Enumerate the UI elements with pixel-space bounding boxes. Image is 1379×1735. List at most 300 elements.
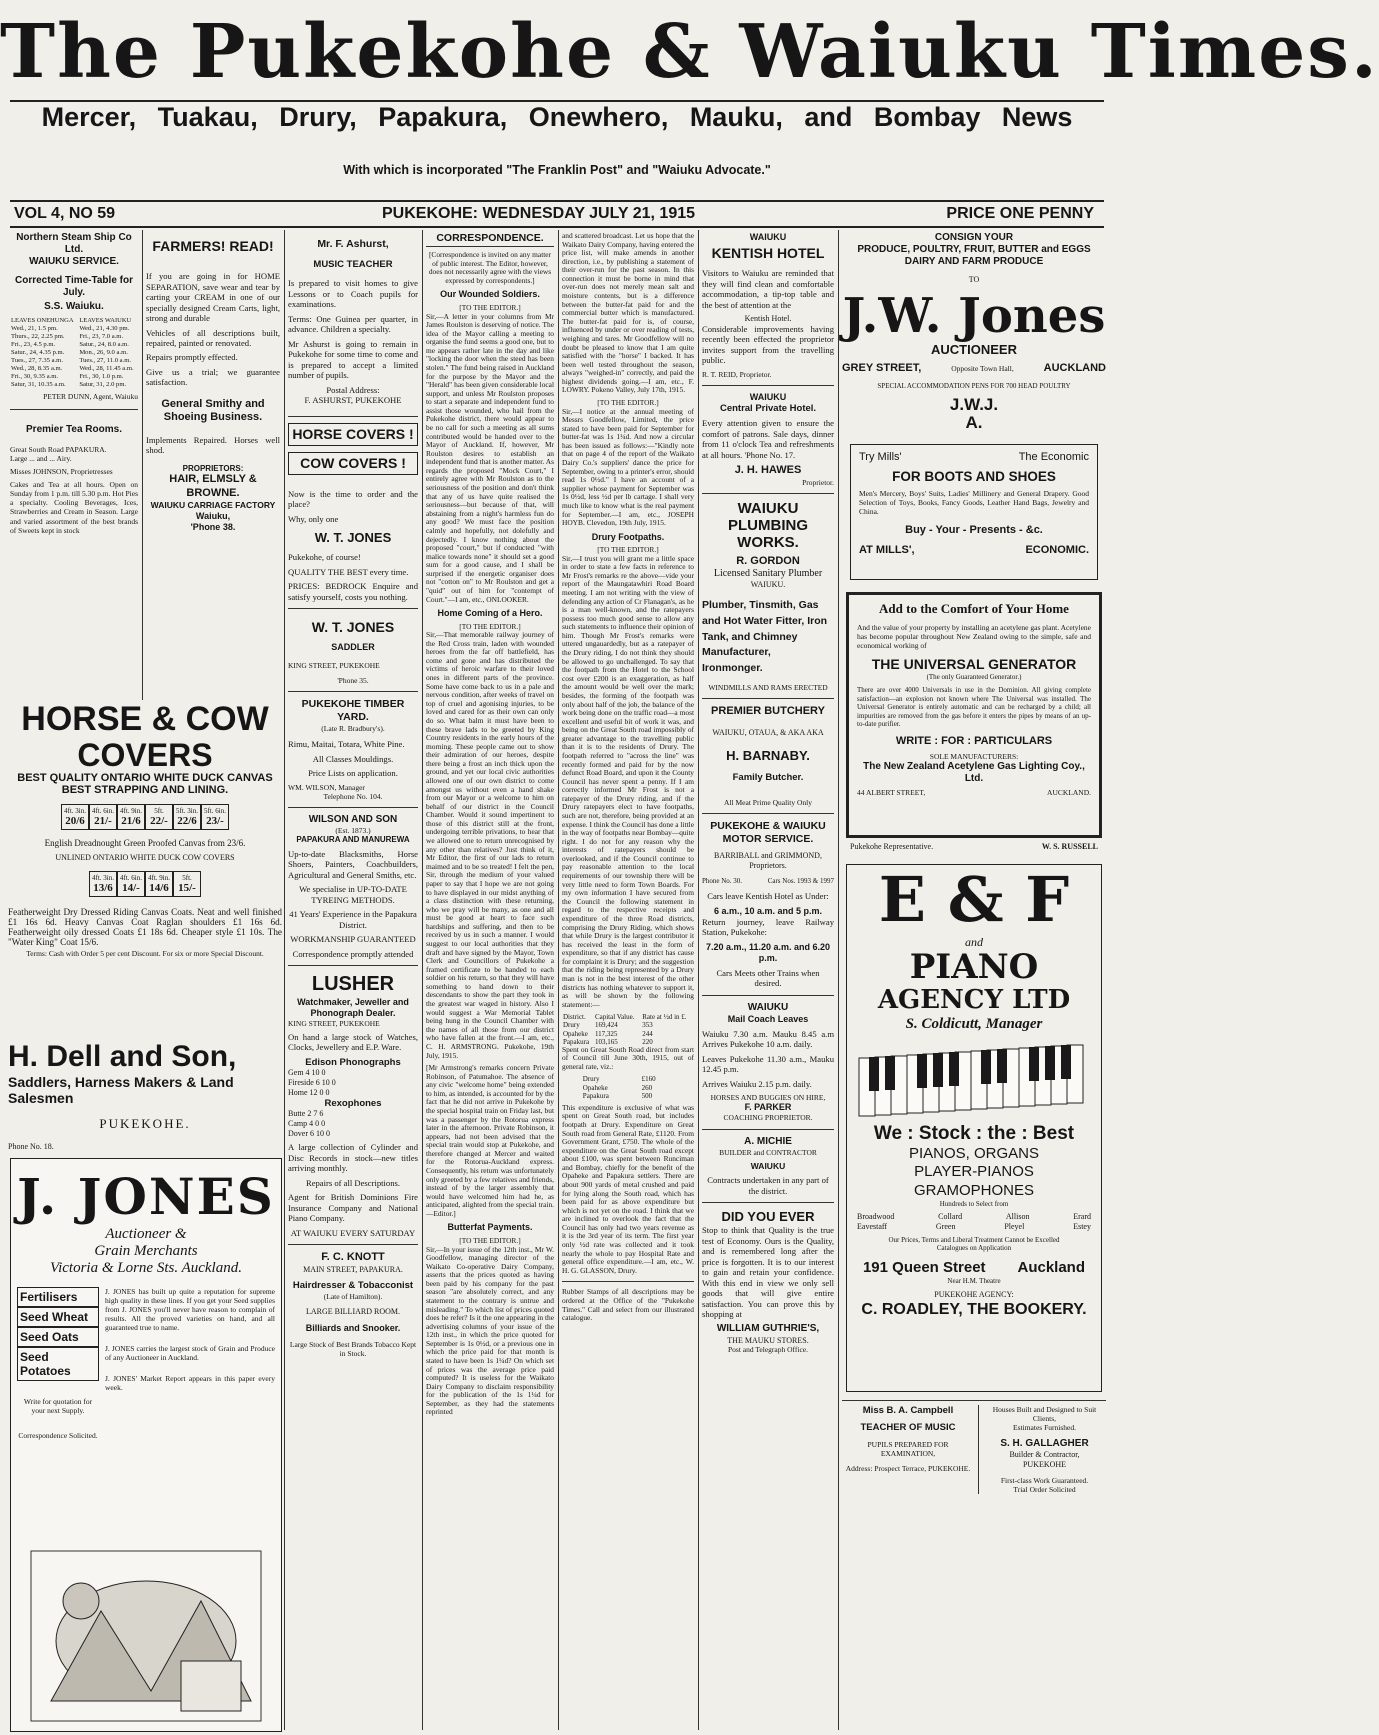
universal-sub: (The only Guaranteed Generator.)	[926, 673, 1022, 682]
horse-cow-heading: HORSE & COW	[21, 700, 269, 738]
proprietors: HAIR, ELMSLY & BROWNE.	[169, 473, 257, 499]
table-row	[582, 1084, 674, 1092]
write-for-quote: Write for quotation for your next Supply.	[23, 1397, 93, 1415]
dell-name: H. Dell and Son,	[8, 1040, 237, 1073]
smithy-text: Implements Repaired. Horses well shod.	[146, 434, 280, 456]
black-key	[885, 1056, 895, 1090]
timetable-heading: Corrected Time-Table for July.	[15, 274, 133, 298]
windmills: WINDMILLS AND RAMS ERECTED	[708, 682, 828, 692]
queen-street: 191 Queen Street	[862, 1258, 986, 1276]
timetable-cell: Wed., 28, 11.45 a.m.	[79, 365, 134, 373]
col5	[562, 232, 694, 1732]
makers-row	[857, 1212, 1091, 1222]
table-header: Capital Value.	[594, 1013, 635, 1022]
horse-cow-ad	[8, 700, 282, 1010]
horse-covers-heading: HORSE COVERS !	[288, 423, 418, 446]
black-key	[1029, 1047, 1039, 1081]
column-rule	[558, 230, 559, 1730]
gallagher-name: S. H. GALLAGHER	[1000, 1438, 1089, 1450]
coaching-proprietor: COACHING PROPRIETOR.	[723, 1113, 813, 1123]
size-price: 22/-	[150, 815, 168, 827]
jjones-text2: J. JONES carries the largest stock of Grain and Produce of any Auctioneer in Auckland.	[105, 1344, 275, 1362]
jjones-name: J. JONES	[17, 1167, 275, 1226]
smithy-heading: General Smithy and Shoeing Business.	[161, 397, 265, 424]
piano-ad	[846, 864, 1102, 1392]
table-cell: 500	[641, 1091, 653, 1100]
butchery-places: WAIUKU, OTAUA, & AKA AKA	[712, 728, 824, 738]
coldicutt-manager: S. Coldicutt, Manager	[905, 1016, 1043, 1033]
canvas-line: BEST QUALITY ONTARIO WHITE DUCK CANVAS	[17, 772, 273, 784]
albert-street: 44 ALBERT STREET,	[857, 787, 926, 797]
timetable-row	[10, 341, 138, 349]
steam-service: WAIUKU SERVICE.	[29, 256, 119, 268]
jwj-monogram-2: A.	[965, 413, 983, 433]
price: PRICE ONE PENNY	[946, 205, 1094, 222]
boots-shoes: FOR BOOTS AND SHOES	[892, 468, 1056, 484]
mills-ad	[850, 444, 1098, 580]
timetable-row	[10, 381, 138, 389]
editor-note: [Mr Armstrong's remarks concern Private Robinson, of Patumahoe. The absence of any civic "welcome home" being extended to him, as intended, is accounted for by the fact that he did not arrive in Pukekohe by the special hospital train on Friday last, but was a passenger by the Rotorua express later in the afternoon. Private Robinson, it appears, had not been advised that the special train would stop at Pukekohe, and therefore changed at Mercer and waited for the Rotorua-Auckland express. Consequently, his return was unfortunately only greeted by a few relatives and friends, instead of by the larger assembly that would have welcomed him had he, as anticipated, alighted from the special train.—Editor.]	[426, 1063, 554, 1218]
rexophones-heading: Rexophones	[324, 1097, 382, 1109]
size-price-grid-2	[8, 871, 282, 897]
farmers-text-3: Repairs promptly effected.	[146, 352, 238, 363]
at-mills: AT MILLS',	[859, 543, 915, 556]
tea-air: Large ... and ... Airy.	[10, 453, 72, 463]
to-editor: [TO THE EDITOR.]	[459, 621, 521, 631]
knott-late: (Late of Hamilton).	[323, 1292, 383, 1302]
universal-text1: And the value of your property by installing an acetylene gas plant. Acetylene has become popular throughout New Zealand owing to the simple, safe and economical working of	[857, 622, 1091, 651]
mail-town: WAIUKU	[747, 1001, 789, 1013]
agency-word: AGENCY LTD	[877, 985, 1071, 1016]
timetable-cell: Wed., 21, 4.30 pm.	[79, 325, 130, 333]
col7	[842, 232, 1106, 1732]
size-label: 5ft. 3in.	[176, 807, 198, 815]
tea-address: Great South Road PAPAKURA.	[10, 444, 107, 454]
hairdresser: Hairdresser & Tobacconist	[292, 1280, 414, 1292]
farmers-text-4: Give us a trial; we guarantee satisfaction.	[146, 366, 280, 388]
tea-text: Cakes and Tea at all hours. Open on Sunday from 1 p.m. till 5.30 p.m. Hot Pies a specialty. Cooling Beverages, Ices, Strawberries and Cream in Season. Large and varied assortment of the best brands of Sweets kept in stock	[10, 480, 138, 535]
mail-heading: Mail Coach Leaves	[727, 1013, 809, 1024]
plumber-services: Plumber, Tinsmith, Gas and Hot Water Fitter, Iron Tank, and Chimney Manufacturer, Ironmonger.	[702, 599, 828, 675]
piano-makers	[857, 1212, 1091, 1232]
roadley-bookery: C. ROADLEY, THE BOOKERY.	[861, 1300, 1087, 1318]
kentish-text1: Visitors to Waiuku are reminded that they will find clean and comfortable accommodation, a tip-top table and the best of attention at the	[702, 268, 834, 310]
postal-address: F. ASHURST, PUKEKOHE	[304, 395, 402, 406]
dell-town: PUKEKOHE.	[99, 1116, 191, 1131]
trial-order: Trial Order Solicited	[1013, 1485, 1076, 1495]
table-cell: Opaheke	[563, 1029, 588, 1038]
timetable-row	[10, 349, 138, 357]
col1-top	[10, 232, 138, 697]
timber-manager: WM. WILSON, Manager	[288, 782, 365, 792]
to-editor: [TO THE EDITOR.]	[459, 302, 521, 312]
size-label: 4ft. 6in.	[120, 873, 142, 882]
plumbing-heading: WAIUKU PLUMBING WORKS.	[728, 499, 808, 551]
dell-subtitle: Saddlers, Harness Makers & Land Salesmen	[8, 1074, 234, 1106]
timetable-cell: Satur, 31, 10.35 a.m.	[11, 381, 66, 389]
factory-town: Waiuku,	[195, 510, 231, 521]
wilson-text1: Up-to-date Blacksmiths, Horse Shoers, Painters, Coachbuilders, Agricultural and General Smiths, etc.	[288, 848, 418, 880]
spent-text: Spent on Great South Road direct from start of Council till June 30th, 1915, out of general rate, viz.:	[562, 1044, 694, 1071]
kentish-heading: KENTISH HOTEL	[711, 244, 825, 261]
wt-jones-heading-2: W. T. JONES	[311, 619, 395, 636]
table-cell: 220	[642, 1037, 653, 1046]
jjones-line2: Grain Merchants	[94, 1243, 198, 1259]
column-rule	[142, 230, 143, 700]
poultry-pens: SPECIAL ACCOMMODATION PENS FOR 700 HEAD POULTRY	[877, 381, 1071, 390]
size-price: 21/-	[94, 815, 112, 827]
piano-word: PIANO	[909, 947, 1039, 988]
mail-text4: HORSES AND BUGGIES ON HIRE,	[710, 1093, 826, 1103]
add-comfort: Add to the Comfort of Your Home	[879, 601, 1069, 617]
auckland-label: AUCKLAND	[1043, 362, 1106, 375]
size-cell	[145, 804, 173, 830]
postal-label: Postal Address:	[326, 384, 380, 395]
size-price: 14/-	[122, 881, 140, 894]
size-cell	[117, 871, 145, 897]
gallagher-town: PUKEKOHE	[1022, 1460, 1067, 1470]
mail-text3: Arrives Waiuku 2.15 p.m. daily.	[702, 1078, 812, 1089]
black-key	[981, 1050, 991, 1084]
camp-price: Camp 4 0 0	[288, 1118, 326, 1128]
economic-2: ECONOMIC.	[1025, 543, 1089, 556]
table-cell: Drury	[582, 1075, 600, 1084]
teacher-of-music: TEACHER OF MUSIC	[860, 1422, 956, 1434]
cph-text: Every attention given to ensure the comfort of patrons. Sale days, dinner from 11 o'clock Tea and refreshments at all hours. 'Phone No. 17.	[702, 418, 834, 460]
opposite-town-hall: Opposite Town Hall,	[951, 364, 1014, 374]
licensed-plumber: Licensed Sanitary Plumber	[713, 568, 823, 580]
column-rule	[284, 230, 285, 1730]
albert-town: AUCKLAND.	[1047, 787, 1091, 797]
correspondence-solicited: Correspondence Solicited.	[18, 1431, 98, 1440]
tea-proprietors: Misses JOHNSON, Proprietresses	[10, 466, 113, 476]
black-key	[933, 1053, 943, 1087]
buy-presents: Buy - Your - Presents - &c.	[905, 524, 1043, 537]
timber-heading: PUKEKOHE TIMBER YARD.	[301, 698, 405, 724]
and-word: and	[965, 934, 983, 949]
column-rule	[422, 230, 423, 1730]
size-cell	[89, 804, 117, 830]
gordon-name: R. GORDON	[736, 554, 800, 567]
volume-number: VOL 4, NO 59	[14, 205, 116, 222]
timetable-cell: Wed., 28, 8.35 a.m.	[11, 365, 63, 373]
dover-price: Dover 6 10 0	[288, 1128, 330, 1138]
michie-name: A. MICHIE	[744, 1135, 792, 1147]
kentish-text2: Kentish Hotel.	[744, 313, 792, 323]
lusher-address: KING STREET, PUKEKOHE	[288, 1018, 380, 1028]
size-price-grid	[8, 804, 282, 830]
size-label: 4ft. 3in.	[92, 873, 114, 882]
jwj-monogram: J.W.J.	[949, 395, 999, 415]
size-price: 15/-	[178, 881, 196, 894]
maker-name: Pleyel	[1004, 1222, 1025, 1232]
kentish-town: WAIUKU	[749, 232, 787, 242]
hundreds: Hundreds to Select from	[939, 1199, 1009, 1208]
black-key	[917, 1054, 927, 1088]
timetable-cell: Tues., 27, 11.0 a.m.	[79, 357, 132, 365]
to-text: TO	[968, 274, 980, 284]
timetable-head: LEAVES WAIUKU	[79, 317, 132, 325]
ship-name: S.S. Waiuku.	[44, 300, 104, 312]
size-cell	[145, 871, 173, 897]
auctioneer: AUCTIONEER	[931, 342, 1017, 358]
lusher-text5: AT WAIUKU EVERY SATURDAY	[290, 1227, 416, 1238]
cph-town: WAIUKU	[749, 391, 787, 402]
table-cell: Drury	[563, 1021, 580, 1030]
black-key	[1061, 1045, 1071, 1079]
col2-top	[146, 232, 280, 697]
timetable-cell: Mon., 26, 9.0 a.m.	[79, 349, 128, 357]
king-street: KING STREET, PUKEKOHE	[288, 661, 380, 671]
houses-built: Houses Built and Designed to Suit Clients,	[992, 1404, 1097, 1423]
dateline-rule-bottom	[10, 226, 1104, 228]
farmers-text-2: Vehicles of all descriptions built, repaired, painted or renovated.	[146, 327, 280, 348]
footpaths-letter-cont: This expenditure is exclusive of what was spent on Great South road, but includes footpath at Drury. Expenditure on Great South road from General Rate, £1120. From Government Grant, £750. The whole of the expenditure on the Great South road except about £100, was spent between Runciman and Bombay, chiefly for the benefit of the Opaheke and Papakura settlers. There are about 900 yards of metal crushed and paid for lying along the South road, which has been paid for as above expenditure but which is not yet on the road. I think that we are inclined to overlook the fact that the Council has only had two years revenue as it is the 3rd year of its term. The first year only ½d rate was collected and it took nearly the whole to pay Hospital Rate and general office expenditure.—I am, etc., W. H. G. GLASSON, Drury.	[562, 1102, 694, 1275]
family-butcher: Family Butcher.	[732, 772, 804, 784]
size-cell	[61, 804, 89, 830]
carriage-factory: WAIUKU CARRIAGE FACTORY	[150, 500, 276, 511]
guthrie-text: Stop to think that Quality is the true test of Economy. Ours is the Quality, and is remembered long after the price is forgotten. It is to our interest to gain and retain your confidence. With this end in view we only sell goods that will give entire satisfaction. You can prove this by shopping at	[702, 1225, 834, 1319]
home-price: Home 12 0 0	[288, 1087, 330, 1097]
kentish-text3: Considerable improvements having recently been effected the proprietor invites support from the travelling public.	[702, 323, 834, 366]
timetable-cell: Satur., 24, 4.35 p.m.	[11, 349, 65, 357]
billiards-snooker: Billiards and Snooker.	[305, 1322, 401, 1333]
maker-name: Erard	[1073, 1212, 1091, 1222]
phone-35: 'Phone 35.	[337, 676, 369, 686]
black-key	[1045, 1046, 1055, 1080]
pianos-organs: PIANOS, ORGANS	[908, 1144, 1040, 1162]
dell-phone: Phone No. 18.	[8, 1142, 54, 1151]
proprietors-label: PROPRIETORS:	[182, 463, 244, 473]
fertilisers-label: Fertilisers	[17, 1287, 99, 1307]
rubber-stamps: Rubber Stamps of all descriptions may be ordered at the Office of the "Pukekohe Times." Call and select from our illustrated catalogue.	[562, 1287, 694, 1323]
dell-ad	[8, 1040, 282, 1150]
size-cell	[173, 871, 201, 897]
wt-text1: Now is the time to order and the place?	[288, 488, 418, 510]
incorporated-note: With which is incorporated "The Franklin Post" and "Waiuku Advocate."	[343, 163, 771, 177]
universal-generator: THE UNIVERSAL GENERATOR	[871, 656, 1077, 673]
universal-ad	[846, 592, 1102, 838]
ashurst-text3: Mr Ashurst is going to remain in Pukekohe for some time to come and is prepared to accept a limited number of pupils.	[288, 338, 418, 381]
motor-proprietors: BARRIBALL and GRIMMOND, Proprietors.	[714, 851, 822, 871]
produce-text: PRODUCE, POULTRY, FRUIT, BUTTER and EGGS	[857, 244, 1091, 256]
wilson-places: PAPAKURA AND MANUREWA	[296, 835, 410, 845]
billiard-room: LARGE BILLIARD ROOM.	[306, 1307, 400, 1317]
motor-cars: Cars Nos. 1993 & 1997	[767, 876, 834, 885]
size-price: 13/6	[93, 881, 113, 894]
table-cell: 260	[641, 1083, 653, 1092]
wounded-heading: Our Wounded Soldiers.	[440, 289, 540, 300]
mills-text: Men's Mercery, Boys' Suits, Ladies' Millinery and General Drapery. Good Selection of Toys, Books, Fancy Goods, Leather Hand Bags, Jewelry and China.	[859, 488, 1089, 517]
col3	[288, 232, 418, 1732]
saddler: SADDLER	[331, 642, 375, 653]
jjones-line1: Auctioneer &	[105, 1226, 187, 1242]
strapping-line: BEST STRAPPING AND LINING.	[61, 784, 229, 796]
size-label: 5ft. 6in.	[204, 807, 226, 815]
seed-potatoes-label: Seed Potatoes	[17, 1347, 99, 1381]
table-cell: Papakura	[582, 1091, 609, 1100]
hawes-proprietor: Proprietor.	[802, 477, 834, 487]
barnaby-name: H. BARNABY.	[726, 748, 810, 764]
wilson-heading: WILSON AND SON	[308, 813, 398, 825]
maker-name: Eavestaff	[857, 1222, 888, 1232]
maker-name: Collard	[938, 1212, 963, 1222]
stock-best: We : Stock : the : Best	[873, 1122, 1075, 1144]
black-key	[997, 1049, 1007, 1083]
table-cell: 169,424	[594, 1021, 618, 1030]
farmers-heading: FARMERS! READ!	[152, 238, 274, 254]
hero-heading: Home Coming of a Hero.	[437, 608, 543, 619]
table-row	[562, 1030, 694, 1038]
newspaper-title: The Pukekohe & Waiuku Times.	[0, 9, 1379, 95]
column-rule	[698, 230, 699, 1730]
lusher-text3: Repairs of all Descriptions.	[305, 1177, 401, 1188]
footpaths-letter: Sir,—I trust you will grant me a little space in order to state a few facts in reference to Mr Frost's remarks re the above—vide your report of the Maungatawhiri Road Board meeting. I am not writing with the view of defending any action of Cr Flanagan's, as he is a man well-known, and the ratepayers possess too much good sense to allow any such statements to influence their opinion of him. Though Mr Frost's remarks were uttered ungauardedly, but as a ratepayer of the Drury riding, I do not think they should be allowed to go unchallenged. To say that the footpath from the Hotel to the School cost over £200 is an exaggeration, as half the amount would be well over the mark; besides, the forming of the footpath was only about half of the job, the balance of the work being done on the traffic road—a most excellent and useful bit of work it was, and being on the Great South road impossibly of greater advantage to the travelling public than it is to the residents of Drury. The footpath referred to "across the line" was recently formed and paid for by the now defunct Road Board, and upon it the County Council has never spent a penny. If I am correctly informed Mr Frost is not a ratepayer of the Drury riding, and if the Drury ratepayers elect to have footpaths, such are not, therefore, being provided at an expense. I think the Council has done a little in the way of footpaths near Bombay—quite right. I do not for any reason why the interests of ratepayers should be overlooked, and if the Council continue to pay reasonable attention to the local requirements of our township there will be very little need to form Town Boards. For my own information I have secured from the Council the following statement in regard to the respective receipts and expenditure of the three Road districts, comprising the Drury Riding, which shows that while Drury is the largest contributor it has received the least in the form of expenditure, so that if any district has cause for complaint it is Drury; and the suggestion that the riding being represented by a Drury man is not in the best interest of the other districts has nothing whatever to support it, as will be shown by the following statement:—	[562, 553, 694, 1009]
covers-heading: COVERS	[77, 737, 213, 773]
wilson-text3: 41 Years' Experience in the Papakura District.	[289, 909, 417, 930]
agent: PETER DUNN, Agent, Waiuku	[43, 392, 138, 402]
butchery-heading: PREMIER BUTCHERY	[711, 705, 825, 718]
to-editor: [TO THE EDITOR.]	[597, 545, 659, 555]
feather-text: Featherweight Dry Dressed Riding Canvas Coats. Neat and well finished £1 16s 6d. Heavy Canvas Coat Raglan shoulders £1 16s 6d. Featherweight oily dressed Coats £1 18s 6d. Cheaper style £1 10s. The "Water King" Coat 15/6.	[8, 906, 282, 947]
timber-text3: Price Lists on application.	[308, 768, 398, 779]
queen-auckland: Auckland	[1017, 1258, 1085, 1276]
size-label: 4ft. 3in.	[64, 807, 86, 815]
builder-contractor: BUILDER and CONTRACTOR	[719, 1147, 817, 1157]
wt-text5: PRICES: BEDROCK Enquire and satisfy yourself, costs you nothing.	[288, 581, 418, 602]
knott-heading: F. C. KNOTT	[321, 1251, 385, 1264]
campbell-address: Address: Prospect Terrace, PUKEKOHE.	[845, 1464, 971, 1474]
to-editor: [TO THE EDITOR.]	[597, 397, 659, 407]
steam-title: Northern Steam Ship Co Ltd.	[16, 232, 132, 256]
butterfat-heading: Butterfat Payments.	[447, 1222, 533, 1233]
write-particulars: WRITE : FOR : PARTICULARS	[895, 734, 1053, 747]
timetable-cell: Fri., 23, 4.5 p.m.	[11, 341, 56, 349]
col6	[702, 232, 834, 1732]
maker-name: Broadwood	[857, 1212, 895, 1222]
terms-line: Our Prices, Terms and Liberal Treatment Cannot be Excelled	[888, 1235, 1060, 1244]
fireside-price: Fireside 6 10 0	[288, 1078, 336, 1088]
table-cell: Opaheke	[582, 1083, 608, 1092]
pukekohe-agency: PUKEKOHE AGENCY:	[934, 1289, 1014, 1299]
the-economic: The Economic	[1018, 451, 1089, 464]
pupils-prepared: PUPILS PREPARED FOR EXAMINATION,	[867, 1440, 949, 1459]
timetable-cell: Fri., 23, 7.0 a.m.	[79, 333, 124, 341]
size-price: 20/6	[65, 815, 85, 827]
table-cell: £160	[641, 1075, 656, 1084]
size-cell	[173, 804, 201, 830]
timetable-row	[10, 357, 138, 365]
size-price: 23/-	[206, 815, 224, 827]
motor-text2: Return journey, leave Railway Station, Pukekohe:	[702, 916, 834, 938]
dateline	[12, 203, 1102, 227]
try-mills: Try Mills'	[859, 451, 902, 464]
size-label: 5ft.	[154, 807, 164, 815]
masthead-rule	[10, 100, 1104, 102]
builder-contractor-2: Builder & Contractor,	[1009, 1450, 1080, 1460]
motor-times2: 7.20 a.m., 11.20 a.m. and 6.20 p.m.	[705, 941, 831, 963]
jjones-text1: J. JONES has built up quite a reputation for supreme high quality in these lines. If you get your Seed supplies from J. JONES you'll never have reason to complain of results. All the proved varieties on hand, and all guaranteed true to name.	[105, 1287, 275, 1332]
jjones-ad	[10, 1158, 282, 1732]
first-class-work: First-class Work Guaranteed.	[1000, 1475, 1089, 1485]
tea-title: Premier Tea Rooms.	[26, 424, 122, 436]
masthead	[0, 0, 1379, 177]
table-cell: 117,325	[594, 1029, 618, 1038]
motor-times1: 6 a.m., 10 a.m. and 5 p.m.	[713, 905, 823, 916]
ashurst-text1: Is prepared to visit homes to give Lessons or to Coach pupils for examinations.	[288, 278, 418, 310]
seed-wheat-label: Seed Wheat	[17, 1307, 99, 1327]
spent-table	[582, 1075, 674, 1099]
wt-text2: Why, only one	[288, 513, 339, 524]
timetable-cell: Wed., 21, 1.5 pm.	[11, 325, 58, 333]
mauku-stores: THE MAUKU STORES.	[727, 1335, 809, 1345]
size-price: 14/6	[149, 881, 169, 894]
size-price: 22/6	[177, 815, 197, 827]
wilson-text4: WORKMANSHIP GUARANTEED	[290, 934, 416, 945]
table-row	[562, 1021, 694, 1029]
jw-jones-name: J.W. Jones	[842, 288, 1106, 345]
timber-telephone: Telephone No. 104.	[323, 791, 383, 801]
cow-covers-heading: COW COVERS !	[288, 452, 418, 475]
column-rule	[838, 230, 839, 1730]
wt-text4: QUALITY THE BEST every time.	[288, 566, 409, 577]
motor-heading: PUKEKOHE & WAIUKU MOTOR SERVICE.	[710, 819, 826, 845]
hero-letter: Sir,—That memorable railway journey of the Red Cross train, laden with wounded heroes from the far off battlefield, has come and gone and has distributed the victims of heroic warfare to their loved ones in different parts of the province. Some have come back to us in a pale and nervous condition, after weeks of travel on top of cruel and agonising injuries, to be loved and cared for as their own can only do so. What balm it must have been to these brave lads to be greeted by King Country residents in the early hours of the morning. These people came out to show their admiration of our heroes, despite there being a frost an inch thick upon the ground, and yet our local civic authorities allowed one of our own district to come amongst us without even a hand shake from our Mayor or a welcome to him on behalf of our district in the Council Chamber. Would it sound impertinent to those of this district still at the front, undergoing terrible privations, to hear that we allowed one to return unrecognised by any other than relatives? Just think of it, Mr Editor, the first of our lads to return maimed and to be so treated! I felt the pen, Sir, through the medium of your valued paper to say that I hope we are not going to have displayed in our midst anything of a class distinction with these returning, who we pray will be many, as one and all must be good at heart to face such hardships and suffering, and then to be received by us in such a manner. I would suggest to our local authorities that they draft and have signed by the Mayor, Town Clerk and Councillors of Pukekohe a framed certificate to be handed to each soldier on his return, so that they will have something to hand down to their descendants to show the part they took in the greatest war waged in history. Also I would suggest a War Memorial Tablet being hung in the Council Chamber with the names of all those from our district who have fallen at the front.—I am, etc., C. H. ARMSTRONG. Pukekohe, 19th July, 1915.	[426, 630, 554, 1060]
butterfat-letter-cont: and scattered broadcast. Let us hope that the Waikato Dairy Company, having entered the price list, will make amends in another direction, i.e., by publishing a statement of their over-run for the past season. In this connection it must be borne in mind that over-run does not merely mean salt and moisture contents, but is a difference between the butter-fat paid for and the commercial butter which is manufactured. The butter-fat paid for is, of course, influenced by under or over reading of tests, weighing and tares. Mr Goodfellow will no doubt be pleased to know that I am quite satisfied with the "horse" I backed. It has been well tested throughout the season, always "weighed-in" correctly, and paid the highest dividends going.—I am, etc., F. LOWRY. Pokeno Valley, July 17th, 1915.	[562, 231, 694, 395]
butterfat-letter: Sir,—In your issue of the 12th inst., Mr W. Goodfellow, managing director of the Waikato Co-operative Dairy Company, asserts that the prices quoted as having been paid by his company for the past season "are absolutely correct, and any statement to the contrary is untrue and misleading." To which list of prices quoted does he refer? Is it the one appearing in the advertising columns of your issue of the 12th inst., in which the price quoted for September is 1s 0½d, or a previous one in which the price paid for that month is stated to have been 1s 1¼d? On which set of prices was the average price paid computed? It is useless for the Waikato Dairy Company to disclaim responsibility for the publication of the 1s 1¼d for September, as they had the statements reprinted	[426, 1244, 554, 1417]
maker-name: Allison	[1005, 1212, 1030, 1222]
correspondence-heading: CORRESPONDENCE.	[426, 232, 554, 247]
wt-text3: Pukekohe, of course!	[288, 552, 361, 563]
lusher-heading: LUSHER	[311, 973, 395, 996]
correspondence-note: [Correspondence is invited on any matter of public interest. The Editor, however, does not necessarily agree with the views expressed by correspondents.]	[428, 250, 552, 285]
farmers-text: If you are going in for HOME SEPARATION, save wear and tear by carting your CREAM in one of our specially designed Cream Carts, light, strong and durable	[146, 271, 280, 324]
size-label: 4ft. 6in.	[92, 807, 114, 815]
size-label: 5ft.	[182, 873, 192, 882]
unlined-text: UNLINED ONTARIO WHITE DUCK COW COVERS	[55, 852, 235, 862]
timetable-cell: Satur, 31, 2.0 pm.	[79, 381, 127, 389]
parker-name: F. PARKER	[744, 1102, 792, 1113]
jjones-line3: Victoria & Lorne Sts. Auckland.	[50, 1260, 242, 1276]
rates-table	[562, 1013, 694, 1045]
timetable-cell: Tues., 27, 7.35 a.m.	[11, 357, 63, 365]
timetable-row	[10, 333, 138, 341]
to-editor: [TO THE EDITOR.]	[459, 1235, 521, 1245]
grey-street: GREY STREET,	[842, 362, 922, 375]
jjones-text3: J. JONES' Market Report appears in this paper every week.	[105, 1374, 275, 1392]
timber-text2: All Classes Mouldings.	[312, 753, 394, 764]
consign-text: CONSIGN YOUR	[934, 232, 1014, 243]
mail-text2: Leaves Pukekohe 11.30 a.m., Mauku 12.45 p.m.	[702, 1053, 834, 1075]
farm-illustration	[11, 1491, 281, 1731]
footpaths-heading: Drury Footpaths.	[591, 531, 665, 542]
size-price: 21/6	[121, 815, 141, 827]
motor-phone: Phone No. 30.	[702, 876, 743, 885]
seed-oats-label: Seed Oats	[17, 1327, 99, 1347]
gramophones: GRAMOPHONES	[913, 1181, 1034, 1199]
masthead-subtitle: Mercer, Tuakau, Drury, Papakura, Onewhero, Mauku, and Bombay News	[41, 102, 1073, 132]
timetable-head: LEAVES ONEHUNGA	[11, 317, 74, 325]
size-cell	[201, 804, 229, 830]
timber-text1: Rimu, Maitai, Totara, White Pine.	[288, 739, 405, 750]
lusher-text2: A large collection of Cylinder and Disc Records in stock—new titles arriving monthly.	[288, 1142, 418, 1174]
size-cell	[89, 871, 117, 897]
near-theatre: Near H.M. Theatre	[947, 1277, 1001, 1286]
dateline-rule-top	[10, 200, 1104, 202]
timetable-row	[10, 325, 138, 333]
dreadnought-text: English Dreadnought Green Proofed Canvas from 23/6.	[44, 838, 246, 848]
wilson-text5: Correspondence promptly attended	[292, 948, 414, 959]
